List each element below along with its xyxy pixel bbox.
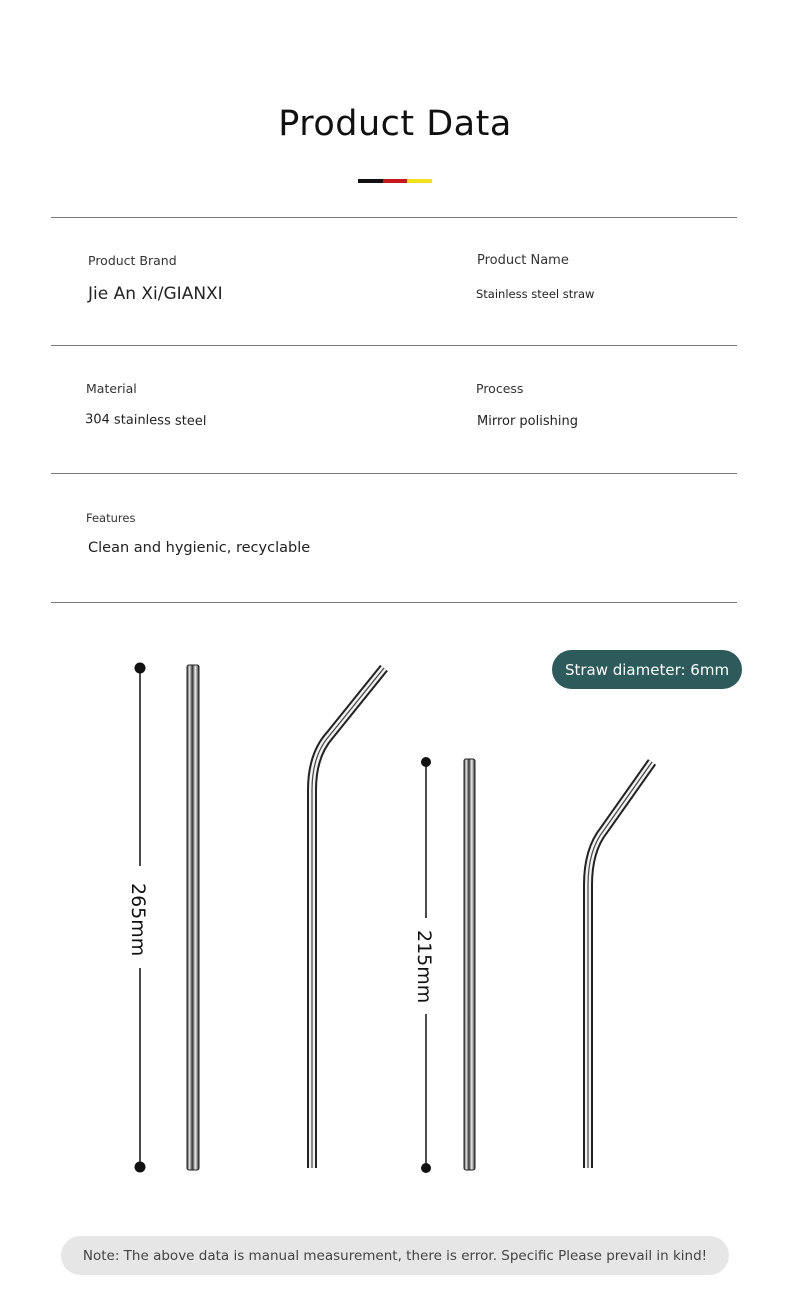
straw-diagram: [0, 640, 790, 1200]
long-bent-straw: [312, 668, 384, 1168]
features-label: Features: [86, 511, 136, 525]
short-straight-straw: [464, 759, 475, 1170]
product-name-label: Product Name: [477, 253, 569, 268]
page-title: Product Data: [278, 104, 512, 144]
features-value: Clean and hygienic, recyclable: [88, 540, 311, 556]
measurement-note: Note: The above data is manual measurement, there is error. Specific Please prevail in kind!: [61, 1236, 729, 1275]
divider: [51, 473, 737, 474]
long-straight-straw: [187, 665, 199, 1170]
long-dimension-line: [127, 663, 149, 1173]
divider: [51, 217, 737, 218]
short-bent-straw: [588, 762, 652, 1168]
process-label: Process: [476, 381, 524, 396]
divider: [51, 345, 737, 346]
material-label: Material: [86, 381, 137, 396]
material-value: 304 stainless steel: [84, 412, 207, 430]
brand-value: Jie An Xi/GIANXI: [88, 284, 223, 304]
short-dimension-line: [413, 757, 435, 1173]
color-accent-bar: [358, 179, 432, 183]
brand-label: Product Brand: [88, 253, 177, 268]
process-value: Mirror polishing: [477, 414, 578, 429]
long-length-label: 265mm: [127, 883, 149, 957]
divider: [51, 602, 737, 603]
short-length-label: 215mm: [413, 930, 435, 1004]
straw-diameter-badge: Straw diameter: 6mm: [552, 650, 742, 689]
product-name-value: Stainless steel straw: [476, 287, 595, 301]
